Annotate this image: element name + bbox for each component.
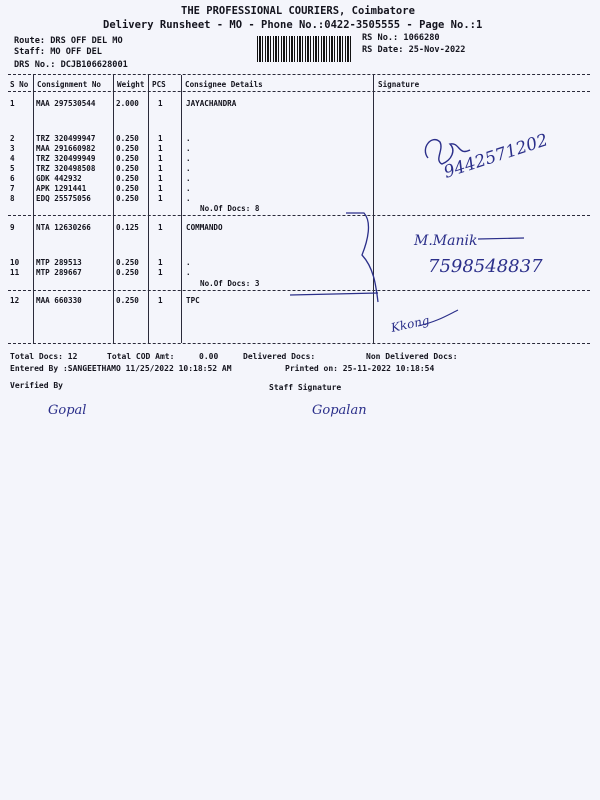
row-weight: 0.250 [116,154,139,163]
row-weight: 0.125 [116,223,139,232]
row-consignee: . [186,184,191,193]
col-header-pcs: PCS [152,80,166,89]
non-delivered-docs: Non Delivered Docs: [366,352,458,361]
row-consignment: MAA 291660982 [36,144,96,153]
name-underline [478,238,524,239]
row-pcs: 1 [158,184,163,193]
total-cod-label: Total COD Amt: [107,352,175,361]
row-weight: 0.250 [116,194,139,203]
col-header-sno: S No [10,80,29,89]
row-consignee: . [186,258,191,267]
row-consignee: . [186,174,191,183]
row-pcs: 1 [158,134,163,143]
row-sno: 8 [10,194,15,203]
row-consignment: GDK 442932 [36,174,82,183]
row-consignee: JAYACHANDRA [186,99,237,108]
row-pcs: 1 [158,164,163,173]
row-pcs: 1 [158,154,163,163]
row-weight: 0.250 [116,268,139,277]
row-consignment: APK 1291441 [36,184,87,193]
row-consignee: COMMANDO [186,223,223,232]
entered-by: Entered By :SANGEETHAMO 11/25/2022 10:18:52 AM [10,364,232,373]
underline-stroke [290,293,378,295]
row-consignee: . [186,194,191,203]
row-consignee: . [186,144,191,153]
row-sno: 6 [10,174,15,183]
row-weight: 0.250 [116,164,139,173]
row-weight: 2.000 [116,99,139,108]
row-consignee: TPC [186,296,200,305]
row-sno: 2 [10,134,15,143]
handwritten-name: M.Manik [414,233,478,249]
total-docs: Total Docs: 12 [10,352,78,361]
handwritten-phone: 7598548837 [428,256,543,277]
route-label: Route: DRS OFF DEL MO [14,36,123,46]
row-sno: 9 [10,223,15,232]
rs-number: RS No.: 1066280 [362,33,440,43]
row-pcs: 1 [158,296,163,305]
col-header-consignee: Consignee Details [185,80,263,89]
row-pcs: 1 [158,174,163,183]
row-consignee: . [186,154,191,163]
row-weight: 0.250 [116,144,139,153]
row-sno: 11 [10,268,20,277]
group-doc-count: No.Of Docs: 8 [200,204,260,213]
row-sno: 5 [10,164,15,173]
row-weight: 0.250 [116,134,139,143]
row-sno: 7 [10,184,15,193]
printed-on: Printed on: 25-11-2022 10:18:54 [285,364,435,373]
row-weight: 0.250 [116,258,139,267]
col-header-weight: Weight [117,80,145,89]
row-consignee: . [186,268,191,277]
col-header-signature: Signature [378,80,420,89]
company-title: THE PROFESSIONAL COURIERS, Coimbatore [181,5,415,17]
row-consignment: MAA 297530544 [36,99,96,108]
row-consignment: MAA 660330 [36,296,82,305]
drs-number: DRS No.: DCJB106628001 [14,60,128,70]
row-consignment: TRZ 320499947 [36,134,96,143]
staff-signature-label: Staff Signature [269,383,342,392]
runsheet-subtitle: Delivery Runsheet - MO - Phone No.:0422-3505555 - Page No.:1 [103,19,483,31]
staff-label: Staff: MO OFF DEL [14,47,102,57]
row-consignee: . [186,164,191,173]
row-sno: 4 [10,154,15,163]
row-pcs: 1 [158,223,163,232]
row-weight: 0.250 [116,184,139,193]
row-pcs: 1 [158,258,163,267]
rs-date: RS Date: 25-Nov-2022 [362,45,466,55]
row-weight: 0.250 [116,296,139,305]
verified-signature: Gopal [48,403,87,418]
row-consignment: MTP 289667 [36,268,82,277]
row-consignment: EDQ 25575056 [36,194,91,203]
staff-signature-ink: Gopalan [312,403,367,418]
handwritten-phone: 9442571202 [441,130,551,183]
row-pcs: 1 [158,194,163,203]
row-pcs: 1 [158,99,163,108]
verified-by-label: Verified By [10,381,63,390]
row-consignment: NTA 12630266 [36,223,91,232]
row-consignee: . [186,134,191,143]
row-consignment: TRZ 320498508 [36,164,96,173]
row-sno: 10 [10,258,20,267]
row-pcs: 1 [158,268,163,277]
col-header-consignment: Consignment No [37,80,102,89]
row-sno: 12 [10,296,20,305]
delivered-docs: Delivered Docs: [243,352,316,361]
row-sno: 3 [10,144,15,153]
bracket-stroke [346,213,378,302]
row-pcs: 1 [158,144,163,153]
row-consignment: TRZ 320499949 [36,154,96,163]
group-doc-count: No.Of Docs: 3 [200,279,260,288]
row-sno: 1 [10,99,15,108]
row-consignment: MTP 289513 [36,258,82,267]
total-cod-value: 0.00 [199,352,219,361]
row-weight: 0.250 [116,174,139,183]
handwritten-signature: Kkong [389,313,431,335]
